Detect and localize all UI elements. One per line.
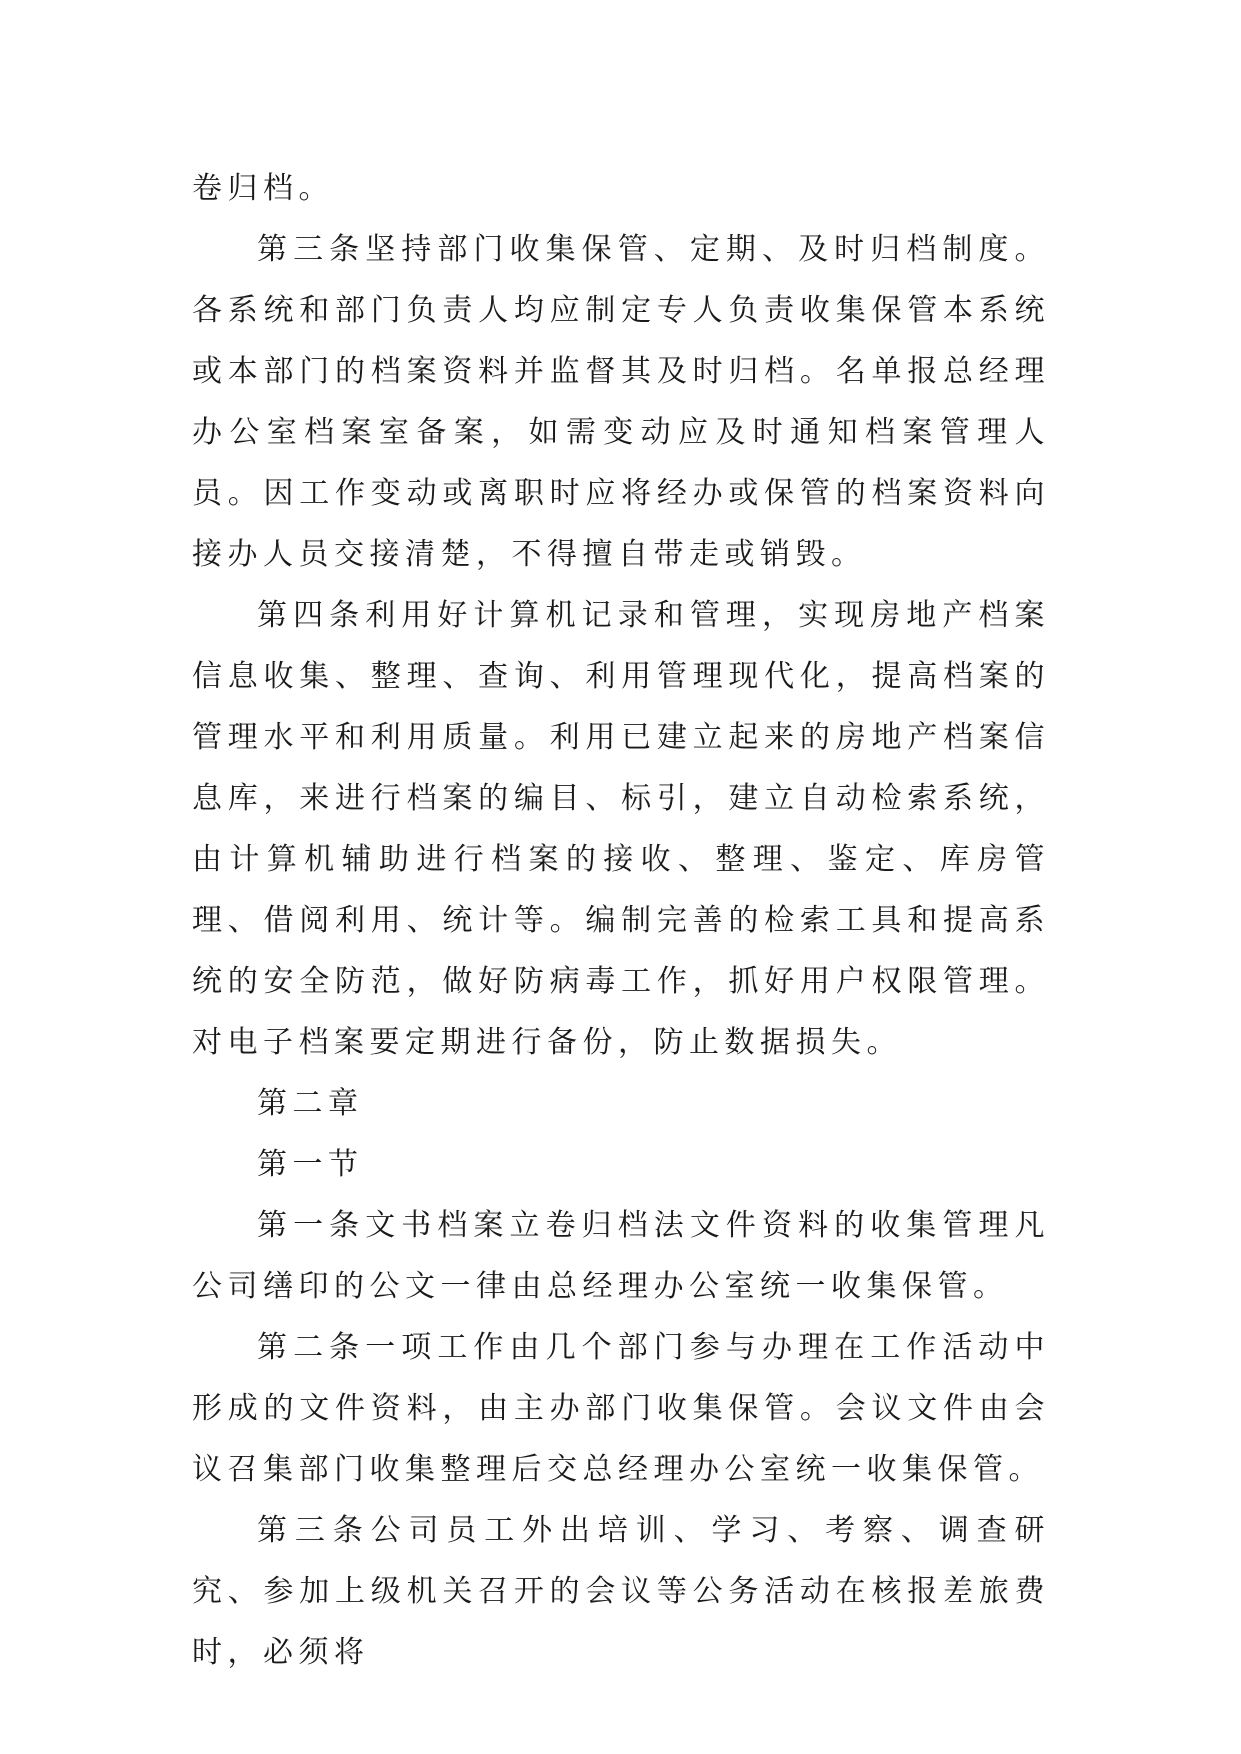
paragraph-article-1-documents: 第一条文书档案立卷归档法文件资料的收集管理凡公司缮印的公文一律由总经理办公室统一收集保管。: [192, 1208, 1050, 1304]
paragraph-continuation: 卷归档。: [192, 171, 334, 206]
chapter-heading: 第二章: [257, 1086, 364, 1121]
paragraph-article-3-training: 第三条公司员工外出培训、学习、考察、调查研究、参加上级机关召开的会议等公务活动在核报差旅费时，必须将: [192, 1513, 1050, 1670]
paragraph-article-2-departments: 第二条一项工作由几个部门参与办理在工作活动中形成的文件资料，由主办部门收集保管。会议文件由会议召集部门收集整理后交总经理办公室统一收集保管。: [192, 1330, 1050, 1487]
paragraph-article-3-collection: 第三条坚持部门收集保管、定期、及时归档制度。各系统和部门负责人均应制定专人负责收集保管本系统或本部门的档案资料并监督其及时归档。名单报总经理办公室档案室备案，如需变动应及时通知档案管理人员。因工作变动或离职时应将经办或保管的档案资料向接办人员交接清楚，不得擅自带走或销毁。: [192, 232, 1050, 572]
section-heading: 第一节: [257, 1147, 364, 1182]
paragraph-article-4-computer: 第四条利用好计算机记录和管理，实现房地产档案信息收集、整理、查询、利用管理现代化，提高档案的管理水平和利用质量。利用已建立起来的房地产档案信息库，来进行档案的编目、标引，建立自动检索系统，由计算机辅助进行档案的接收、整理、鉴定、库房管理、借阅利用、统计等。编制完善的检索工具和提高系统的安全防范，做好防病毒工作，抓好用户权限管理。对电子档案要定期进行备份，防止数据损失。: [192, 598, 1050, 1060]
document-body: [192, 158, 1050, 1683]
